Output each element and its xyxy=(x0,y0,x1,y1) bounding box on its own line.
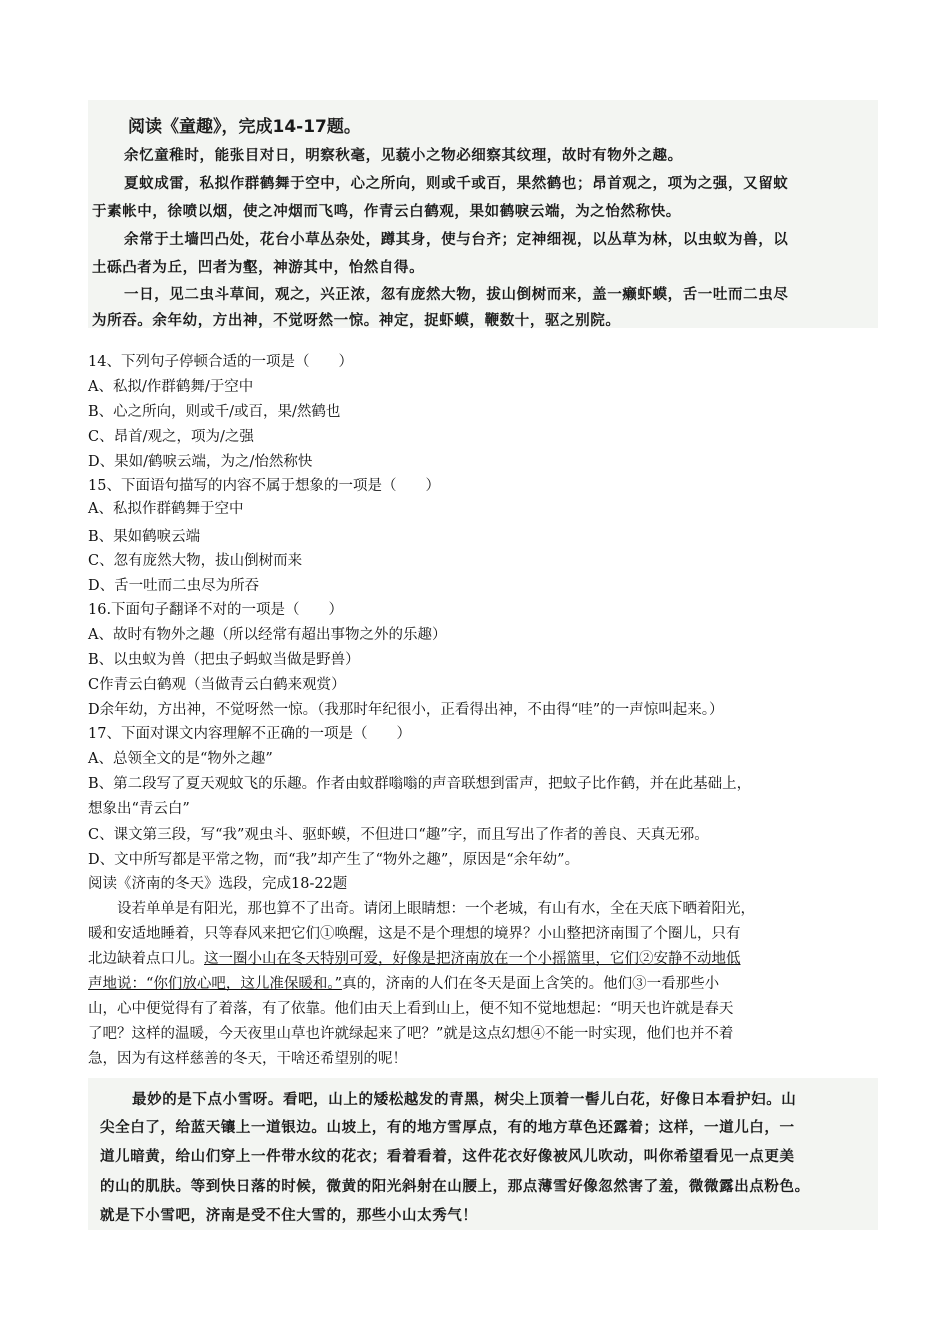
option-a: A、私拟作群鹤舞于空中 xyxy=(88,501,244,517)
option-b: B、果如鹤唳云端 xyxy=(88,529,201,545)
passage-line: 道儿暗黄，给山们穿上一件带水纹的花衣；看着看着，这件花衣好像被风儿吹动，叫你希望看见一点更美 xyxy=(100,1149,795,1165)
option-b: B、以虫蚁为兽（把虫子蚂蚁当做是野兽） xyxy=(88,652,360,668)
question-14: 14、下列句子停顿合适的一项是（ ） xyxy=(88,354,353,370)
option-b: B、第二段写了夏天观蚊飞的乐趣。作者由蚊群嗡嗡的声音联想到雷声，把蚊子比作鹤，并在此基础上， xyxy=(88,776,752,792)
passage-line: 一日，见二虫斗草间，观之，兴正浓，忽有庞然大物，拔山倒树而来，盖一癞虾蟆，舌一吐而二虫尽 xyxy=(124,287,789,303)
passage-line: 余常于土墙凹凸处，花台小草丛杂处，蹲其身，使与台齐；定神细视，以丛草为林，以虫蚁为兽，以 xyxy=(124,232,789,248)
option-d: D、果如/鹤唳云端，为之/怡然称快 xyxy=(88,454,313,470)
option-a: A、私拟/作群鹤舞/于空中 xyxy=(88,379,254,395)
passage-title: 阅读《童趣》，完成14-17题。 xyxy=(128,117,361,137)
passage-line xyxy=(88,947,741,968)
passage-line: 了吧？这样的温暖，今天夜里山草也许就绿起来了吧？”就是这点幻想④不能一时实现，他们也并不着 xyxy=(88,1026,734,1042)
passage-line: 急，因为有这样慈善的冬天，干啥还希望别的呢！ xyxy=(88,1051,407,1067)
option-c: C、课文第三段，写“我”观虫斗、驱虾蟆，不但进口“趣”字，而且写出了作者的善良、天真无邪。 xyxy=(88,827,709,843)
option-d: D、文中所写都是平常之物，而“我”却产生了“物外之趣”，原因是“余年幼”。 xyxy=(88,852,580,868)
question-16: 16.下面句子翻译不对的一项是（ ） xyxy=(88,602,344,618)
passage-line: 土砾凸者为丘，凹者为壑，神游其中，怡然自得。 xyxy=(92,260,425,276)
option-b: B、心之所向，则或千/或百，果/然鹤也 xyxy=(88,404,341,420)
question-15: 15、下面语句描写的内容不属于想象的一项是（ ） xyxy=(88,478,440,494)
underlined-sentence: 这一圈小山在冬天特别可爱，好像是把济南放在一个小摇篮里，它们②安静不动地低 xyxy=(204,951,741,967)
option-a: A、总领全文的是“物外之趣” xyxy=(88,751,273,767)
option-c: C、昂首/观之，项为/之强 xyxy=(88,429,254,445)
option-d: D余年幼，方出神，不觉呀然一惊。（我那时年纪很小，正看得出神，不由得“哇”的一声惊叫起来。） xyxy=(88,702,724,718)
option-c: C作青云白鹤观（当做青云白鹤来观赏） xyxy=(88,677,346,693)
passage-text: 北边缺着点口儿。 xyxy=(88,951,204,967)
passage-snow xyxy=(88,1078,878,1230)
passage-line xyxy=(88,972,719,993)
passage-line: 余忆童稚时，能张目对日，明察秋毫，见藐小之物必细察其纹理，故时有物外之趣。 xyxy=(124,148,683,164)
passage-tongqu xyxy=(88,100,878,328)
option-c: C、忽有庞然大物，拔山倒树而来 xyxy=(88,553,303,569)
passage-text: 真的，济南的人们在冬天是面上含笑的。他们③一看那些小 xyxy=(342,976,720,992)
passage-line: 暖和安适地睡着，只等春风来把它们①唤醒，这是不是个理想的境界？小山整把济南围了个圈儿，只有 xyxy=(88,926,741,942)
underlined-sentence: 声地说：“你们放心吧，这儿准保暖和。” xyxy=(88,976,343,992)
option-b-continued: 想象出“青云白” xyxy=(88,801,190,817)
passage-line: 尖全白了，给蓝天镶上一道银边。山坡上，有的地方雪厚点，有的地方草色还露着；这样，一道儿白，一 xyxy=(100,1120,795,1136)
passage-line: 最妙的是下点小雪呀。看吧，山上的矮松越发的青黑，树尖上顶着一髻儿白花，好像日本看护妇。山 xyxy=(132,1092,797,1108)
option-a: A、故时有物外之趣（所以经常有超出事物之外的乐趣） xyxy=(88,627,447,643)
section-heading: 阅读《济南的冬天》选段，完成18-22题 xyxy=(88,876,348,892)
question-17: 17、下面对课文内容理解不正确的一项是（ ） xyxy=(88,726,411,742)
option-d: D、舌一吐而二虫尽为所吞 xyxy=(88,578,260,594)
passage-line: 的山的肌肤。等到快日落的时候，微黄的阳光斜射在山腰上，那点薄雪好像忽然害了羞，微微露出点粉色。 xyxy=(100,1179,810,1195)
passage-line: 夏蚊成雷，私拟作群鹤舞于空中，心之所向，则或千或百，果然鹤也；昂首观之，项为之强，又留蚊 xyxy=(124,176,789,192)
passage-line: 为所吞。余年幼，方出神，不觉呀然一惊。神定，捉虾蟆，鞭数十，驱之别院。 xyxy=(92,313,621,329)
passage-line: 山，心中便觉得有了着落，有了依靠。他们由天上看到山上，便不知不觉地想起：“明天也许就是春天 xyxy=(88,1001,734,1017)
passage-line: 就是下小雪吧，济南是受不住大雪的，那些小山太秀气！ xyxy=(100,1208,478,1224)
passage-line: 于素帐中，徐喷以烟，使之冲烟而飞鸣，作青云白鹤观，果如鹤唳云端，为之怡然称快。 xyxy=(92,204,681,220)
passage-line: 设若单单是有阳光，那也算不了出奇。请闭上眼睛想：一个老城，有山有水，全在天底下晒着阳光， xyxy=(88,901,755,917)
